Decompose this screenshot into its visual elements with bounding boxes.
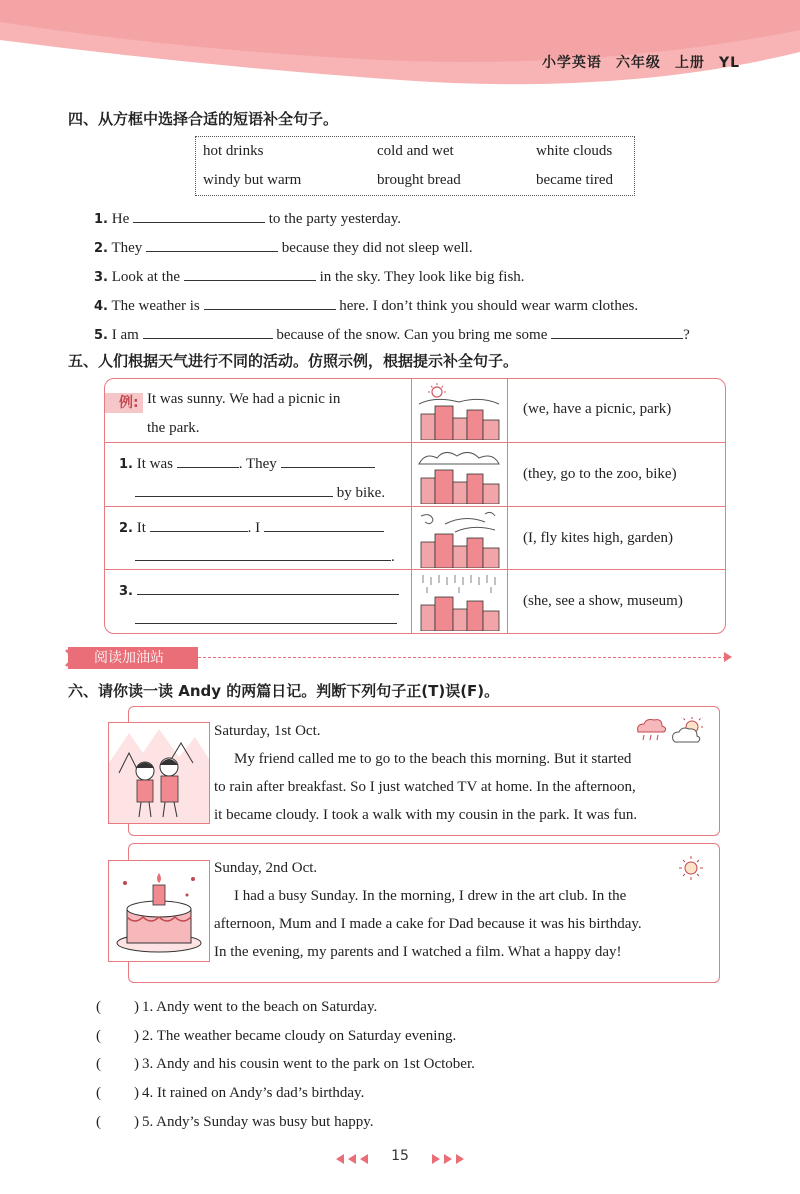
birthday-cake-icon <box>109 861 209 961</box>
sun-cloud-icon <box>670 716 706 746</box>
row2-line2 <box>135 546 395 566</box>
diary1-line-3: it became cloudy. I took a walk with my cousin in the park. It was fun. <box>214 807 638 823</box>
page-number: 15 <box>391 1148 409 1164</box>
answer-blank[interactable] <box>133 208 265 223</box>
tf-item-5 <box>96 1114 374 1131</box>
row1-text-a: It was <box>136 456 173 472</box>
phrase-2: cold and wet <box>377 143 454 159</box>
subject-label: 小学英语 <box>541 55 602 71</box>
sunny-icon <box>415 382 503 440</box>
answer-blank[interactable] <box>184 266 316 281</box>
row-divider <box>105 442 725 443</box>
s4-item-4 <box>94 295 638 315</box>
item-number: 4. <box>94 299 108 314</box>
tf-item-2 <box>96 1028 457 1045</box>
answer-blank[interactable] <box>150 517 248 532</box>
item-number: 1. <box>94 212 108 227</box>
rainy-icon <box>415 573 503 631</box>
paren-close: ) <box>134 999 139 1015</box>
phrase-1: hot drinks <box>203 143 264 159</box>
row2-text-c: . <box>391 549 395 565</box>
section5-title: 五、人们根据天气进行不同的活动。仿照示例，根据提示补全句子。 <box>68 352 519 370</box>
phrase-3: white clouds <box>536 143 613 159</box>
grade-label: 六年级 <box>615 55 661 71</box>
row3-line1 <box>119 580 399 600</box>
paren-open: ( <box>96 999 101 1015</box>
diary2-line-3: In the evening, my parents and I watched a film. What a happy day! <box>214 944 622 960</box>
kids-walking-icon <box>109 723 209 823</box>
item-number: 3. <box>94 270 108 285</box>
hint-1: (they, go to the zoo, bike) <box>523 466 677 482</box>
paren-close: ) <box>134 1085 139 1101</box>
answer-blank[interactable] <box>143 324 273 339</box>
row-number: 1. <box>119 457 133 472</box>
answer-blank[interactable] <box>135 546 391 561</box>
rain-cloud-icon <box>634 716 668 744</box>
item-text-b: here. I don’t think you should wear warm clothes. <box>339 298 639 314</box>
hint-3: (she, see a show, museum) <box>523 593 683 609</box>
paren-close: ) <box>134 1056 139 1072</box>
item-text-b: because they did not sleep well. <box>281 240 473 256</box>
item-text-a: He <box>111 211 130 227</box>
phrase-4: windy but warm <box>203 172 302 188</box>
row-number: 2. <box>119 521 133 536</box>
arrow-right-icon <box>722 650 736 664</box>
paren-open: ( <box>96 1028 101 1044</box>
answer-blank[interactable] <box>137 580 399 595</box>
phrase-6: became tired <box>536 172 614 188</box>
row1-text-b: . They <box>238 456 277 472</box>
answer-blank[interactable] <box>204 295 336 310</box>
answer-blank-2[interactable] <box>551 324 683 339</box>
answer-blank[interactable] <box>177 453 239 468</box>
page-header <box>0 0 800 92</box>
cloudy-icon <box>415 446 503 504</box>
s4-item-3 <box>94 266 525 286</box>
row1-text-c: by bike. <box>336 485 386 501</box>
windy-icon <box>415 510 503 568</box>
item-text-c: ? <box>683 327 690 343</box>
tf-item-3 <box>96 1056 475 1073</box>
diary2-date: Sunday, 2nd Oct. <box>214 860 318 876</box>
row-divider <box>105 569 725 570</box>
row1-line2 <box>135 482 385 502</box>
diary2-illustration <box>108 860 210 962</box>
item-number: 5. <box>94 328 108 343</box>
s4-item-5 <box>94 324 690 344</box>
item-text-a: I am <box>111 327 139 343</box>
edition-label: YL <box>718 55 740 71</box>
paren-close: ) <box>134 1028 139 1044</box>
example-line-1: It was sunny. We had a picnic in <box>147 391 341 407</box>
statement-text: 2. The weather became cloudy on Saturday evening. <box>142 1028 457 1044</box>
header-info <box>528 52 740 72</box>
col-divider <box>507 379 508 633</box>
weather-table <box>104 378 726 634</box>
phrase-5: brought bread <box>377 172 461 188</box>
item-number: 2. <box>94 241 108 256</box>
item-text-b: in the sky. They look like big fish. <box>319 269 525 285</box>
item-text-b: because of the snow. Can you bring me some <box>276 327 548 343</box>
row2-text-a: It <box>136 520 146 536</box>
diary2-line-1: I had a busy Sunday. In the morning, I drew in the art club. In the <box>234 888 627 904</box>
diary1-line-1: My friend called me to go to the beach this morning. But it started <box>234 751 632 767</box>
col-divider <box>411 379 412 633</box>
banner-divider <box>198 657 726 658</box>
row3-line2 <box>135 609 397 629</box>
row2-text-b: . I <box>247 520 261 536</box>
phrase-box <box>195 136 635 196</box>
answer-blank[interactable] <box>281 453 375 468</box>
tf-item-4 <box>96 1085 365 1102</box>
example-tag: 例: <box>105 393 143 413</box>
row1-line1 <box>119 453 375 473</box>
triangle-right-icon <box>426 1152 466 1166</box>
statement-text: 1. Andy went to the beach on Saturday. <box>142 999 378 1015</box>
item-text-a: Look at the <box>111 269 181 285</box>
statement-text: 5. Andy’s Sunday was busy but happy. <box>142 1114 374 1130</box>
statement-text: 4. It rained on Andy’s dad’s birthday. <box>142 1085 365 1101</box>
example-line-2: the park. <box>147 420 200 436</box>
answer-blank[interactable] <box>135 609 397 624</box>
answer-blank[interactable] <box>146 237 278 252</box>
diary1-illustration <box>108 722 210 824</box>
section6-title: 六、请你读一读 Andy 的两篇日记。判断下列句子正(T)误(F)。 <box>68 682 500 700</box>
sun-icon <box>676 854 706 882</box>
hint-2: (I, fly kites high, garden) <box>523 530 673 546</box>
item-text-a: They <box>111 240 143 256</box>
s4-item-2 <box>94 237 473 257</box>
reading-banner: 阅读加油站 <box>68 647 198 669</box>
row-number: 3. <box>119 584 133 599</box>
row-divider <box>105 506 725 507</box>
volume-label: 上册 <box>674 55 705 71</box>
hint-example: (we, have a picnic, park) <box>523 401 672 417</box>
paren-close: ) <box>134 1114 139 1130</box>
paren-open: ( <box>96 1114 101 1130</box>
section4-title: 四、从方框中选择合适的短语补全句子。 <box>68 110 339 128</box>
header-wave <box>0 0 800 92</box>
item-text-a: The weather is <box>111 298 200 314</box>
answer-blank[interactable] <box>264 517 384 532</box>
paren-open: ( <box>96 1085 101 1101</box>
diary1-line-2: to rain after breakfast. So I just watched TV at home. In the afternoon, <box>214 779 636 795</box>
tf-item-1 <box>96 999 378 1016</box>
statement-text: 3. Andy and his cousin went to the park on 1st October. <box>142 1056 475 1072</box>
diary1-date: Saturday, 1st Oct. <box>214 723 321 739</box>
paren-open: ( <box>96 1056 101 1072</box>
item-text-b: to the party yesterday. <box>268 211 402 227</box>
answer-blank[interactable] <box>135 482 333 497</box>
row2-line1 <box>119 517 384 537</box>
s4-item-1 <box>94 208 401 228</box>
diary2-line-2: afternoon, Mum and I made a cake for Dad because it was his birthday. <box>214 916 642 932</box>
